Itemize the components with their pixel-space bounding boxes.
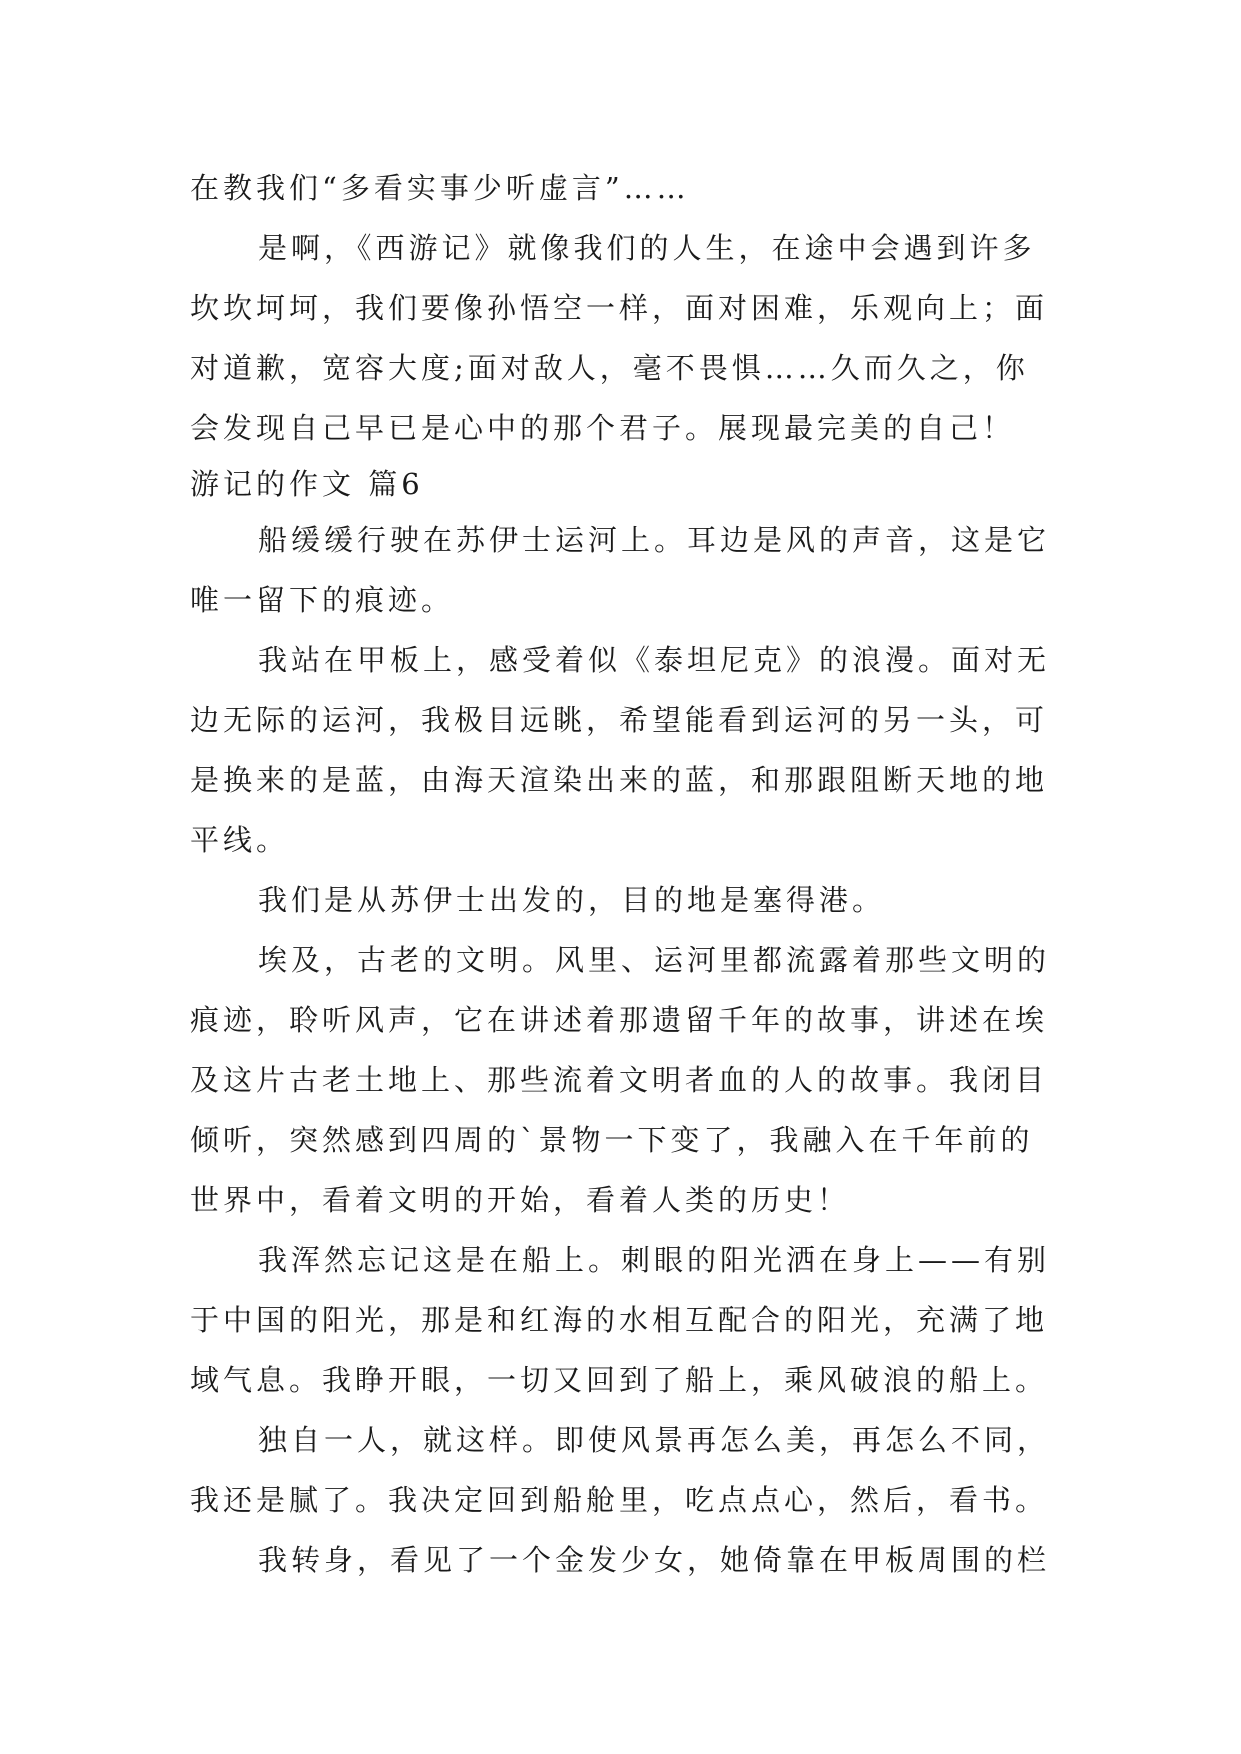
text-line: 在教我们“多看实事少听虚言”…… xyxy=(190,171,690,205)
text-line: 边无际的运河，我极目远眺，希望能看到运河的另一头，可 xyxy=(190,703,1049,737)
paragraph-first-line: 我站在甲板上，感受着似《泰坦尼克》的浪漫。面对无 xyxy=(258,643,1051,677)
text-line: 唯一留下的痕迹。 xyxy=(190,583,455,617)
text-line: 坎坎坷坷，我们要像孙悟空一样，面对困难，乐观向上；面 xyxy=(190,291,1049,325)
text-line: 会发现自己早已是心中的那个君子。展现最完美的自己！ xyxy=(190,411,1016,445)
paragraph-first-line: 是啊，《西游记》就像我们的人生，在途中会遇到许多 xyxy=(258,231,1036,265)
document-body xyxy=(190,158,1050,1590)
text-line: 及这片古老土地上、那些流着文明者血的人的故事。我闭目 xyxy=(190,1063,1049,1097)
text-line: 于中国的阳光，那是和红海的水相互配合的阳光，充满了地 xyxy=(190,1303,1049,1337)
text-line: 平线。 xyxy=(190,823,290,857)
paragraph-first-line: 我们是从苏伊士出发的，目的地是塞得港。 xyxy=(258,883,886,917)
text-line: 域气息。我睁开眼，一切又回到了船上，乘风破浪的船上。 xyxy=(190,1363,1049,1397)
text-line: 是换来的是蓝，由海天渲染出来的蓝，和那跟阻断天地的地 xyxy=(190,763,1049,797)
paragraph-first-line: 独自一人，就这样。即使风景再怎么美，再怎么不同， xyxy=(258,1423,1051,1457)
text-line: 对道歉，宽容大度;面对敌人，毫不畏惧……久而久之，你 xyxy=(190,351,1029,385)
text-line: 痕迹，聆听风声，它在讲述着那遗留千年的故事，讲述在埃 xyxy=(190,1003,1049,1037)
text-line: 倾听，突然感到四周的`景物一下变了，我融入在千年前的 xyxy=(190,1123,1034,1157)
paragraph-first-line: 我浑然忘记这是在船上。刺眼的阳光洒在身上——有别 xyxy=(258,1243,1051,1277)
section-heading: 游记的作文 篇6 xyxy=(190,467,424,501)
paragraph-first-line: 埃及，古老的文明。风里、运河里都流露着那些文明的 xyxy=(258,943,1051,977)
text-line: 世界中，看着文明的开始，看着人类的历史！ xyxy=(190,1183,851,1217)
paragraph-first-line: 船缓缓行驶在苏伊士运河上。耳边是风的声音，这是它 xyxy=(258,523,1051,557)
paragraph-first-line: 我转身，看见了一个金发少女，她倚靠在甲板周围的栏 xyxy=(258,1543,1051,1577)
text-line: 我还是腻了。我决定回到船舱里，吃点点心，然后，看书。 xyxy=(190,1483,1049,1517)
